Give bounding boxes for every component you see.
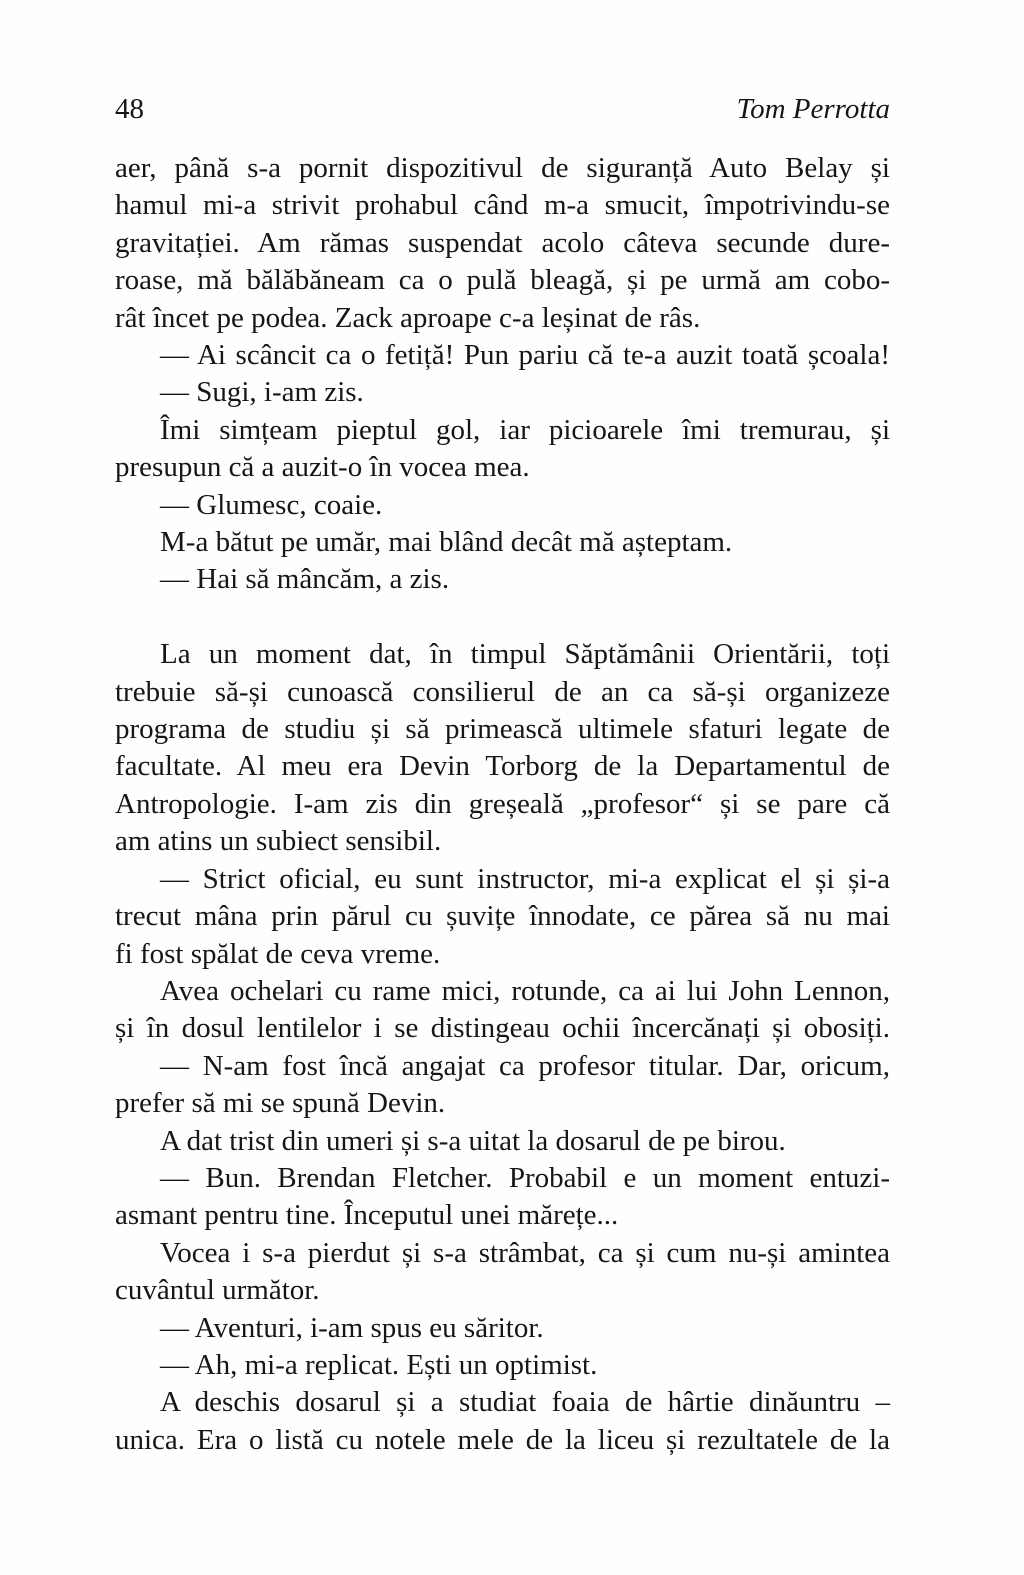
text-line: rât încet pe podea. Zack aproape c-a leșinat de râs. [115,301,701,334]
dialogue-paragraph [115,487,890,524]
text-line: — Sugi, i-am zis. [160,376,364,409]
text-line: — Aventuri, i-am spus eu săritor. [160,1311,544,1344]
text-line: — N-am fost încă angajat ca profesor titular. Dar, oricum, [160,1049,890,1082]
text-line: presupun că a auzit-o în vocea mea. [115,451,530,484]
dialogue-paragraph [115,1160,890,1235]
dialogue-paragraph [115,337,890,374]
text-line: facultate. Al meu era Devin Torborg de la Departamentul de [115,750,890,783]
text-line: — Ai scâncit ca o fetiță! Pun pariu că te-a auzit toată școala! [160,339,890,372]
text-line: La un moment dat, în timpul Săptămânii Orientării, toți [160,638,890,671]
paragraph [115,150,890,337]
text-line: și în dosul lentilelor i se distingeau ochii încercănați și obosiți. [115,1012,890,1045]
page-number: 48 [115,93,144,125]
text-line: fi fost spălat de ceva vreme. [115,937,441,970]
text-line: — Hai să mâncăm, a zis. [160,563,450,596]
dialogue-paragraph [115,861,890,973]
text-line: programa de studiu și să primească ultimele sfaturi legate de [115,713,890,746]
text-line: am atins un subiect sensibil. [115,825,442,858]
paragraph [115,973,890,1048]
text-line: — Bun. Brendan Fletcher. Probabil e un moment entuzi- [160,1161,890,1194]
dialogue-paragraph [115,561,890,598]
text-line: — Strict oficial, eu sunt instructor, mi-a explicat el și și-a [160,862,890,895]
text-line: hamul mi-a strivit prohabul când m-a smucit, împotrivindu-se [115,189,890,222]
dialogue-paragraph [115,1048,890,1123]
text-line: A deschis dosarul și a studiat foaia de hârtie dinăuntru – [160,1386,890,1419]
paragraph [115,1123,890,1160]
paragraph [115,524,890,561]
dialogue-paragraph [115,374,890,411]
text-line: Antropologie. I-am zis din greșeală „profesor“ și se pare că [115,787,890,820]
text-line: Avea ochelari cu rame mici, rotunde, ca ai lui John Lennon, [160,974,890,1007]
text-line: trebuie să-și cunoască consilierul de an ca să-și organizeze [115,675,890,708]
text-line: A dat trist din umeri și s-a uitat la dosarul de pe birou. [160,1124,786,1157]
text-line: cuvântul următor. [115,1274,320,1307]
text-line: — Ah, mi-a replicat. Ești un optimist. [160,1348,598,1381]
text-line: Vocea i s-a pierdut și s-a strâmbat, ca și cum nu-și amintea [160,1236,890,1269]
dialogue-paragraph [115,1347,890,1384]
text-line: M-a bătut pe umăr, mai blând decât mă așteptam. [160,526,733,559]
paragraph [115,1384,890,1459]
text-line: asmant pentru tine. Începutul unei mărețe... [115,1199,619,1232]
text-line: gravitației. Am rămas suspendat acolo câteva secunde dure- [115,226,890,259]
running-header-author: Tom Perrotta [736,93,890,125]
dialogue-paragraph [115,1310,890,1347]
paragraph [115,412,890,487]
text-line: roase, mă bălăbăneam ca o pulă bleagă, și pe urmă am cobo- [115,264,890,297]
text-line: unica. Era o listă cu notele mele de la liceu și rezultatele de la [115,1423,890,1456]
text-line: prefer să mi se spună Devin. [115,1087,446,1120]
text-line: — Glumesc, coaie. [160,488,383,521]
paragraph [115,1235,890,1310]
text-line: Îmi simțeam pieptul gol, iar picioarele îmi tremurau, și [160,413,890,446]
text-line: aer, până s-a pornit dispozitivul de siguranță Auto Belay și [115,152,890,184]
running-header [115,92,890,126]
body-text [115,150,890,1459]
paragraph [115,636,890,860]
text-line: trecut mâna prin părul cu șuvițe înnodate, ce părea să nu mai [115,900,890,933]
